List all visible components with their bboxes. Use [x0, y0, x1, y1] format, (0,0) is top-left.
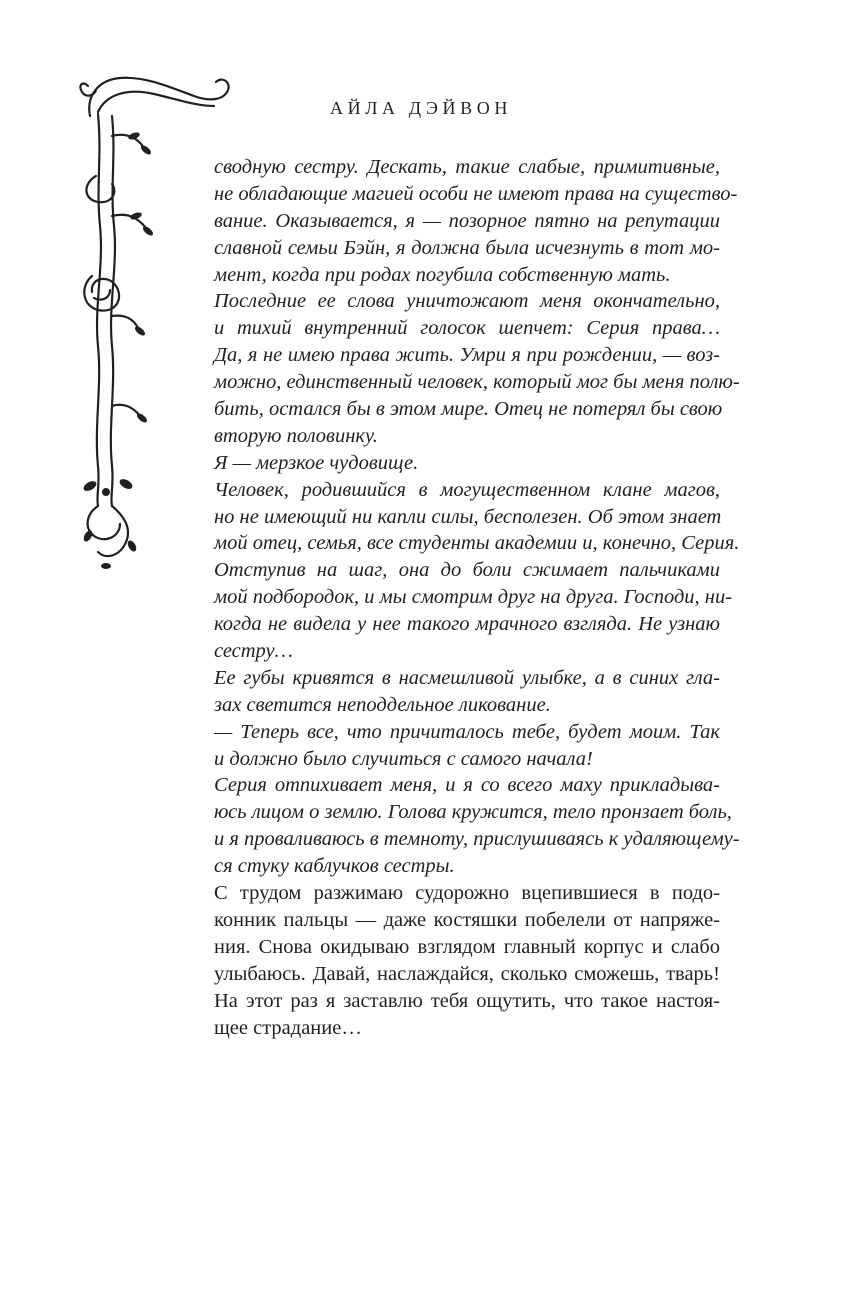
text-line: щее страдание…	[214, 1016, 362, 1039]
text-line: Отступив на шаг, она до боли сжимает пальчиками	[214, 559, 720, 582]
text-line: Серия отпихивает меня, и я со всего маху прикладыва-	[214, 774, 720, 797]
text-line: Ее губы кривятся в насмешливой улыбке, а в синих гла-	[214, 666, 720, 689]
text-line: Да, я не имею права жить. Умри я при рождении, — воз-	[214, 344, 720, 367]
text-line: На этот раз я заставлю тебя ощутить, что такое настоя-	[214, 989, 720, 1012]
running-head-author: АЙЛА ДЭЙВОН	[330, 98, 512, 118]
text-line: ся стуку каблучков сестры.	[214, 855, 455, 878]
text-line: — Теперь все, что причиталось тебе, будет моим. Так	[214, 720, 720, 743]
text-line: юсь лицом о землю. Голова кружится, тело пронзает боль,	[214, 801, 732, 824]
text-line: мент, когда при родах погубила собственную мать.	[214, 263, 671, 286]
text-line: когда не видела у нее такого мрачного взгляда. Не узнаю	[214, 613, 720, 636]
body-text	[214, 154, 740, 1041]
text-line: мой отец, семья, все студенты академии и, конечно, Серия.	[214, 532, 740, 555]
text-line: мой подбородок, и мы смотрим друг на друга. Господи, ни-	[214, 586, 733, 609]
text-line: С трудом разжимаю судорожно вцепившиеся в подо-	[214, 882, 720, 905]
text-line: улыбаюсь. Давай, наслаждайся, сколько сможешь, тварь!	[214, 962, 720, 985]
text-line: славной семьи Бэйн, я должна была исчезнуть в тот мо-	[214, 236, 720, 259]
text-line: и я проваливаюсь в темноту, прислушиваясь к удаляющему-	[214, 828, 740, 851]
text-line: но не имеющий ни капли силы, бесполезен. Об этом знает	[214, 505, 722, 528]
text-line: вание. Оказывается, я — позорное пятно на репутации	[214, 209, 720, 232]
text-line: бить, остался бы в этом мире. Отец не потерял бы свою	[214, 398, 723, 421]
text-line: вторую половинку.	[214, 424, 378, 447]
text-line: сводную сестру. Дескать, такие слабые, примитивные,	[214, 156, 720, 178]
text-line: Последние ее слова уничтожают меня окончательно,	[214, 290, 720, 313]
text-line: конник пальцы — даже костяшки побелели от напряже-	[214, 908, 720, 931]
text-line: ния. Снова окидываю взглядом главный корпус и слабо	[214, 935, 720, 958]
text-line: и должно было случиться с самого начала!	[214, 747, 593, 770]
text-line: зах светится неподдельное ликование.	[214, 693, 551, 716]
text-line: Я — мерзкое чудовище.	[214, 451, 419, 474]
text-line: и тихий внутренний голосок шепчет: Серия права…	[214, 317, 720, 340]
text-line: можно, единственный человек, который мог бы меня полю-	[214, 371, 740, 394]
text-line: Человек, родившийся в могущественном клане магов,	[214, 478, 720, 501]
text-line: не обладающие магией особи не имеют права на существо-	[214, 182, 738, 205]
floral-drop-cap-ornament-icon	[76, 66, 236, 586]
text-line: сестру…	[214, 640, 293, 663]
